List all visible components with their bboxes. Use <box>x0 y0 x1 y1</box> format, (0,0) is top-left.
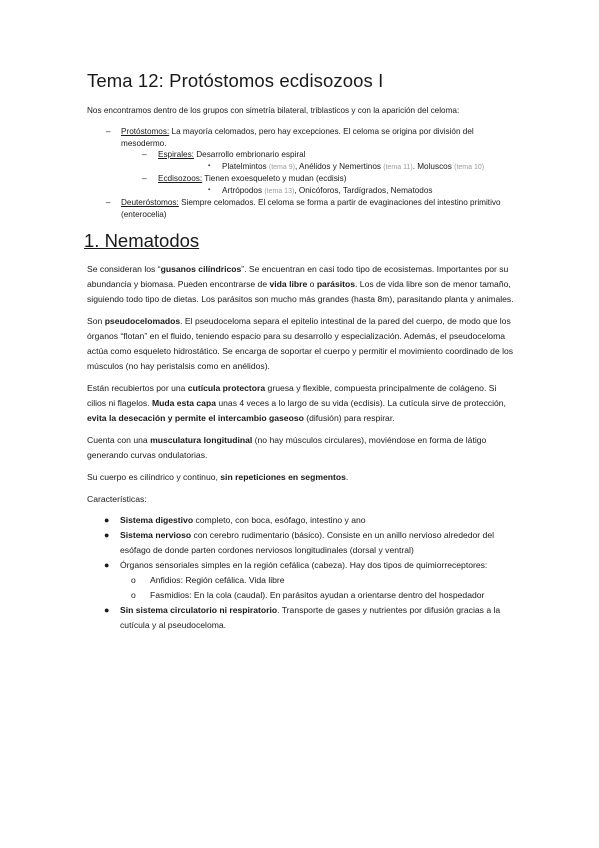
outline-item-protostomos <box>87 126 517 149</box>
tema9-ref: (tema 9) <box>268 163 295 171</box>
list-item <box>87 558 517 603</box>
outline-item-espirales-groups <box>87 161 517 174</box>
tema13-ref: (tema 13) <box>264 187 295 195</box>
moluscos-text: . Moluscos <box>412 161 452 171</box>
p4-bold-musculatura: musculatura longitudinal <box>150 435 253 445</box>
p3-text-e: unas 4 veces a lo largo de su vida (ecdisis). La cutícula sirve de protección, <box>215 398 506 408</box>
dash-bullet: – <box>142 174 147 183</box>
square-bullet: ▪ <box>208 162 211 169</box>
bullet-circle: o <box>131 590 136 600</box>
p5-text-a: Su cuerpo es cilíndrico y continuo, <box>87 472 221 482</box>
p2-text-a: Son <box>87 316 105 326</box>
p3-bold-desecacion: evita la desecación y permite el intercambio gaseoso <box>87 413 304 423</box>
section-title: 1. Nematodos <box>84 230 200 251</box>
p4-text-c: (no hay músculos circulares), moviéndose en forma de látigo generando curvas ondulatorias. <box>87 435 487 460</box>
f1-text: completo, con boca, esófago, intestino y ano <box>193 515 366 525</box>
bullet-dot: ● <box>104 530 110 540</box>
espirales-text: Desarrollo embrionario espiral <box>193 150 306 159</box>
p1-bold-gusanos: gusanos cilíndricos <box>160 264 242 274</box>
p1-text-e: o <box>307 279 317 289</box>
outline-item-ecdisozoos-groups <box>87 185 517 198</box>
bullet-dot: ● <box>104 560 110 570</box>
p3-text-c: gruesa y flexible, compuesta principalmente de colágeno. Si cilios ni flagelos. <box>87 383 497 408</box>
deuterostomos-text: Siempre celomados. El celoma se forma a partir de evaginaciones del intestino primitivo (enterocelia) <box>121 198 501 219</box>
p3-text-a: Están recubiertos por una <box>87 383 188 393</box>
protostomos-text: La mayoría celomados, pero hay excepciones. El celoma se origina por división del mesodermo. <box>121 127 474 148</box>
outline-item-ecdisozoos <box>87 173 517 185</box>
dash-bullet: – <box>106 127 111 136</box>
bullet-dot: ● <box>104 605 110 615</box>
bullet-circle: o <box>131 575 136 585</box>
outline-item-deuterostomos <box>87 197 517 220</box>
anelidos-text: , Anélidos y Nemertinos <box>294 161 381 171</box>
f2-bold: Sistema nervioso <box>120 530 192 540</box>
ecdisozoos-text: Tienen exoesqueleto y mudan (ecdisis) <box>202 174 347 183</box>
paragraph-1 <box>87 262 517 307</box>
p3-bold-muda: Muda esta capa <box>151 398 216 408</box>
platelmintos-text: Platelmintos <box>222 161 267 171</box>
p4-text-a: Cuenta con una <box>87 435 151 445</box>
ecdisozoos-label: Ecdisozoos: <box>158 174 203 183</box>
f2-text: con cerebro rudimentario (básico). Consiste en un anillo nervioso alrededor del esófago de donde parten cordones nerviosos longitudinales (dorsal y ventral) <box>120 530 495 555</box>
page-title: Tema 12: Protóstomos ecdisozoos I <box>87 70 384 91</box>
p1-bold-parasitos: parásitos <box>316 279 356 289</box>
list-item <box>87 513 517 528</box>
dash-bullet: – <box>142 150 147 159</box>
onicoforos-text: , Onicóforos, Tardígrados, Nematodos <box>294 185 433 195</box>
artropodos-text: Artrópodos <box>222 185 263 195</box>
square-bullet: ▪ <box>208 186 211 193</box>
p5-text-c: . <box>345 472 349 482</box>
features-list <box>87 513 517 633</box>
f3-sub1-text: Anfidios: Región cefálica. Vida libre <box>150 575 285 585</box>
dash-bullet: – <box>106 198 111 207</box>
p5-bold-segmentos: sin repeticiones en segmentos <box>220 472 346 482</box>
outline-item-espirales <box>87 149 517 161</box>
p1-text-g: . Los de vida libre son de menor tamaño, siguiendo todo tipo de dietas. Los parásitos son mucho más grandes (hasta 8m), parasitando planta y animales. <box>87 279 514 304</box>
espirales-label: Espirales: <box>158 150 194 159</box>
list-item <box>87 528 517 558</box>
p2-text-c: . El pseudoceloma separa el epitelio intestinal de la pared del cuerpo, de modo que los órganos “flotan” en el fluido, teniendo espacio para su desarrollo y especialización. Además, el pseudoceloma actúa como esqueleto hidrostático. Se encarga de soportar el cuerpo y permitir el movimiento coordinado de los músculos (no hay peristalsis como en anélidos). <box>87 316 514 371</box>
intro-text: Nos encontramos dentro de los grupos con simetría bilateral, triblasticos y con la aparición del celoma: <box>87 106 460 115</box>
deuterostomos-label: Deuteróstomos: <box>121 198 179 207</box>
features-label: Características: <box>87 494 147 504</box>
paragraph-5 <box>87 470 517 485</box>
p3-bold-cuticula: cutícula protectora <box>187 383 266 393</box>
f1-bold: Sistema digestivo <box>120 515 194 525</box>
sub-list <box>120 573 517 603</box>
p1-text-a: Se consideran los “ <box>87 264 161 274</box>
p1-bold-vida-libre: vida libre <box>269 279 308 289</box>
list-item <box>87 603 517 633</box>
protostomos-label: Protóstomos: <box>121 127 170 136</box>
f4-text: . Transporte de gases y nutrientes por difusión gracias a la cutícula y al pseudoceloma. <box>120 605 501 630</box>
p3-text-g: (difusión) para respirar. <box>303 413 395 423</box>
sub-list-item <box>120 588 517 603</box>
tema10-ref: (tema 10) <box>454 163 485 171</box>
classification-outline <box>87 126 517 220</box>
paragraph-4 <box>87 433 517 463</box>
p1-text-c: ”. Se encuentran en casi todo tipo de ecosistemas. Importantes por su abundancia y biomasa. Pueden encontrarse de <box>87 264 509 289</box>
f3-sub2-text: Fasmidios: En la cola (caudal). En parásitos ayudan a orientarse dentro del hospedador <box>150 590 485 600</box>
document-page <box>84 70 517 633</box>
paragraph-3 <box>87 381 517 426</box>
f3-text: Órganos sensoriales simples en la región cefálica (cabeza). Hay dos tipos de quimiorreceptores: <box>120 560 488 570</box>
tema11-ref: (tema 11) <box>383 163 413 171</box>
paragraph-2 <box>87 314 517 374</box>
bullet-dot: ● <box>104 515 110 525</box>
f4-bold: Sin sistema circulatorio ni respiratorio <box>120 605 278 615</box>
p2-bold-pseudocelomados: pseudocelomados <box>104 316 181 326</box>
sub-list-item <box>120 573 517 588</box>
